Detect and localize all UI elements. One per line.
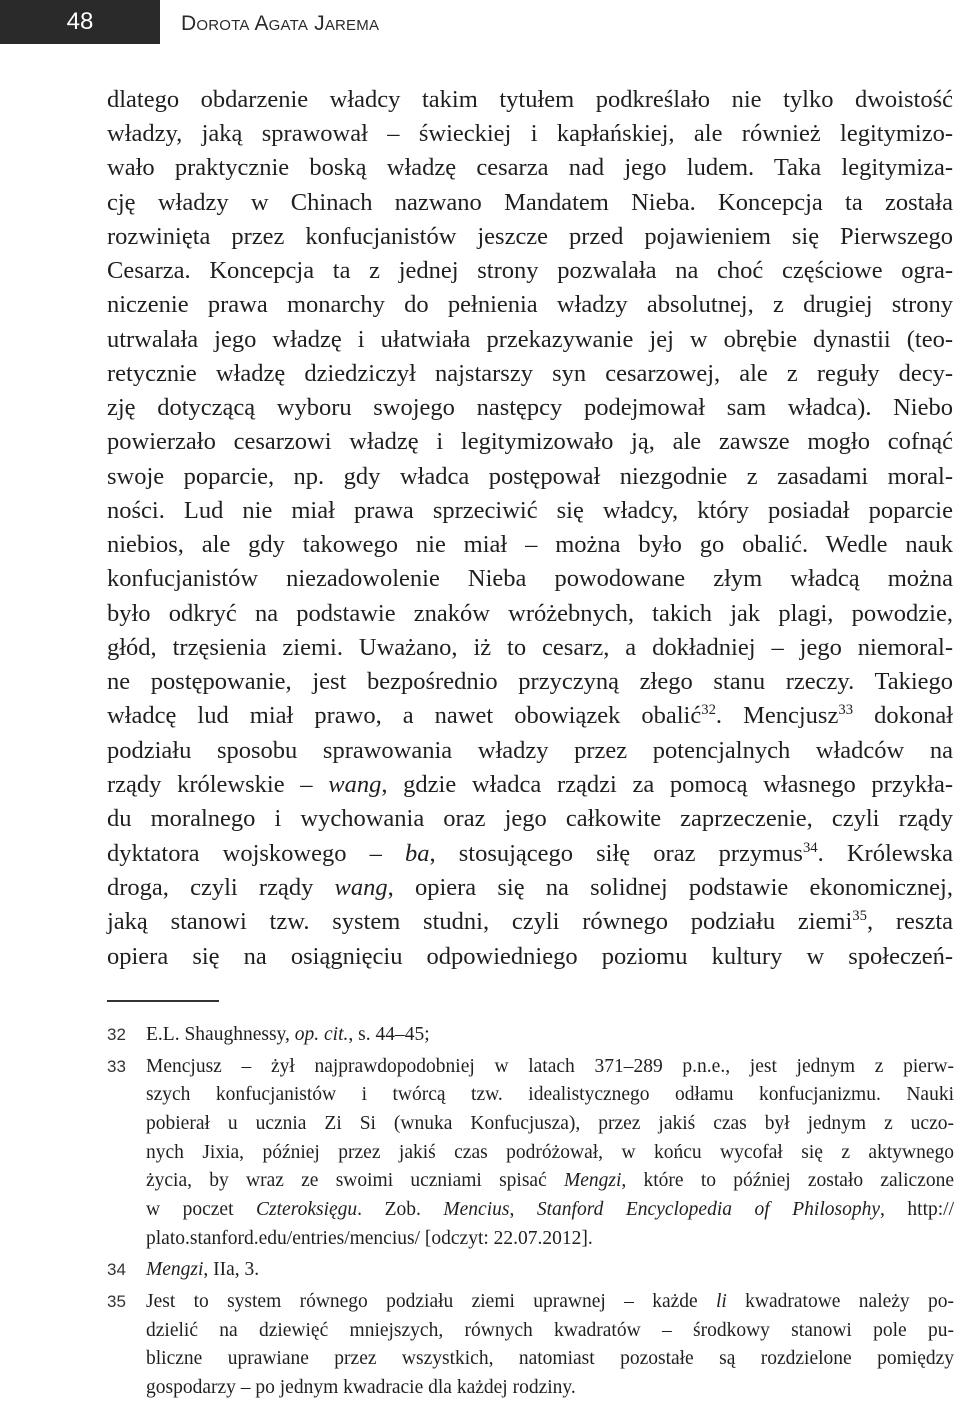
body-line: du moralnego i wychowania oraz jego całkowite zaprzeczenie, czyli rządy (107, 805, 953, 832)
body-line: podziału sposobu sprawowania władzy przez potencjalnych władców na (107, 737, 953, 764)
body-line: niczenie prawa monarchy do pełnienia władzy absolutnej, z drugiej strony (107, 291, 953, 318)
footnote-number: 35 (107, 1292, 126, 1311)
footnote-line: szych konfucjanistów i twórcą tzw. idealistycznego odłamu konfucjanizmu. Nauki (146, 1084, 954, 1105)
footnote-number: 32 (107, 1025, 126, 1044)
body-line: jaką stanowi tzw. system studni, czyli równego podziału ziemi$^{35}$, reszta (107, 907, 954, 935)
body-line: głód, trzęsienia ziemi. Uważano, iż to cesarz, a dokładniej – jego niemoral- (107, 634, 953, 661)
body-line: ności. Lud nie miał prawa sprzeciwić się władcy, który posiadał poparcie (107, 497, 953, 524)
body-line: Cesarza. Koncepcja ta z jednej strony pozwalała na choć częściowe ogra- (107, 257, 953, 284)
body-line: retycznie władzę dziedziczył najstarszy syn cesarzowej, ale z reguły decy- (107, 360, 953, 387)
body-line: opiera się na osiągnięciu odpowiedniego poziomu kultury w społeczeń- (107, 943, 953, 970)
footnote-ref: 35 (852, 907, 867, 924)
page-number-box (0, 0, 160, 44)
body-line: władzy, jaką sprawował – świeckiej i kapłańskiej, ale również legitymizo- (107, 120, 953, 147)
footnote-line: Jest to system równego podziału ziemi uprawnej – każde li kwadratowe należy po- (146, 1291, 954, 1312)
body-line: zję dotyczącą wyboru swojego następcy podejmował sam władca). Niebo (107, 394, 953, 421)
footnote-line: plato.stanford.edu/entries/mencius/ [odczyt: 22.07.2012]. (146, 1228, 593, 1249)
footnote-line: pobierał u ucznia Zi Si (wnuka Konfucjusza), przez jakiś czas był jednym z uczo- (146, 1113, 954, 1134)
footnote-line: Mencjusz – żył najprawdopodobniej w latach 371–289 p.n.e., jest jednym z pierw- (146, 1056, 954, 1077)
footnote-line: życia, by wraz ze swoimi uczniami spisać Mengzi, które to później zostało zaliczone (146, 1170, 954, 1191)
body-line: cję władzy w Chinach nazwano Mandatem Nieba. Koncepcja ta została (107, 189, 953, 216)
footnote-line: dzielić na dziewięć mniejszych, równych kwadratów – środkowy stanowi pole pu- (146, 1320, 954, 1341)
body-line: powierzało cesarzowi władzę i legitymizowało ją, ale zawsze mogło cofnąć (107, 428, 953, 455)
body-line: swoje poparcie, np. gdy władca postępował niezgodnie z zasadami moral- (107, 463, 953, 490)
footnote-number: 33 (107, 1057, 126, 1076)
footnote-line: Mengzi, IIa, 3. (146, 1259, 260, 1280)
footnote-number: 34 (107, 1260, 126, 1279)
footnote-line: bliczne uprawiane przez wszystkich, natomiast pozostałe są rozdzielone pomiędzy (146, 1348, 954, 1369)
running-header-author: Dorota Agata Jarema (181, 12, 380, 35)
footnote-ref: 33 (838, 701, 854, 718)
body-line: ne postępowanie, jest bezpośrednio przyczyną złego stanu rzeczy. Takiego (107, 668, 953, 695)
body-line: konfucjanistów niezadowolenie Nieba powodowane złym władcą można (107, 565, 953, 592)
footnote-line: w poczet Czteroksięgu. Zob. Mencius, Stanford Encyclopedia of Philosophy, http:// (146, 1199, 955, 1220)
body-line: dlatego obdarzenie władcy takim tytułem podkreślało nie tylko dwoistość (107, 86, 953, 113)
body-line: było odkryć na podstawie znaków wróżebnych, takich jak plagi, powodzie, (107, 600, 953, 627)
body-line: rozwinięta przez konfucjanistów jeszcze przed pojawieniem się Pierwszego (107, 223, 953, 250)
footnote-ref: 34 (802, 839, 818, 856)
body-line: rządy królewskie – wang, gdzie władca rządzi za pomocą własnego przykła- (107, 771, 954, 798)
body-line: dyktatora wojskowego – ba, stosującego siłę oraz przymus$^{34}$. Królewska (107, 839, 954, 867)
footnote-line: nych Jixia, później przez jakiś czas podróżował, w końcu wycofał się z aktywnego (146, 1142, 954, 1163)
page-number: 48 (66, 8, 94, 35)
body-line: wało praktycznie boską władzę cesarza nad jego ludem. Taka legitymiza- (107, 154, 953, 181)
footnote-separator (107, 1000, 219, 1002)
footnote-line: gospodarzy – po jednym kwadracie dla każdej rodziny. (146, 1377, 576, 1398)
body-line: utrwalała jego władzę i ułatwiała przekazywanie jej w obrębie dynastii (teo- (107, 326, 953, 353)
body-line: droga, czyli rządy wang, opiera się na solidnej podstawie ekonomicznej, (107, 874, 953, 901)
body-line: niebios, ale gdy takowego nie miał – można było go obalić. Wedle nauk (107, 531, 953, 558)
body-line: władcę lud miał prawo, a nawet obowiązek obalić$^{32}$. Mencjusz$^{33}$ dokonał (107, 701, 954, 729)
footnote-ref: 32 (701, 701, 716, 718)
footnote-line: E.L. Shaughnessy, op. cit., s. 44–45; (146, 1024, 430, 1045)
